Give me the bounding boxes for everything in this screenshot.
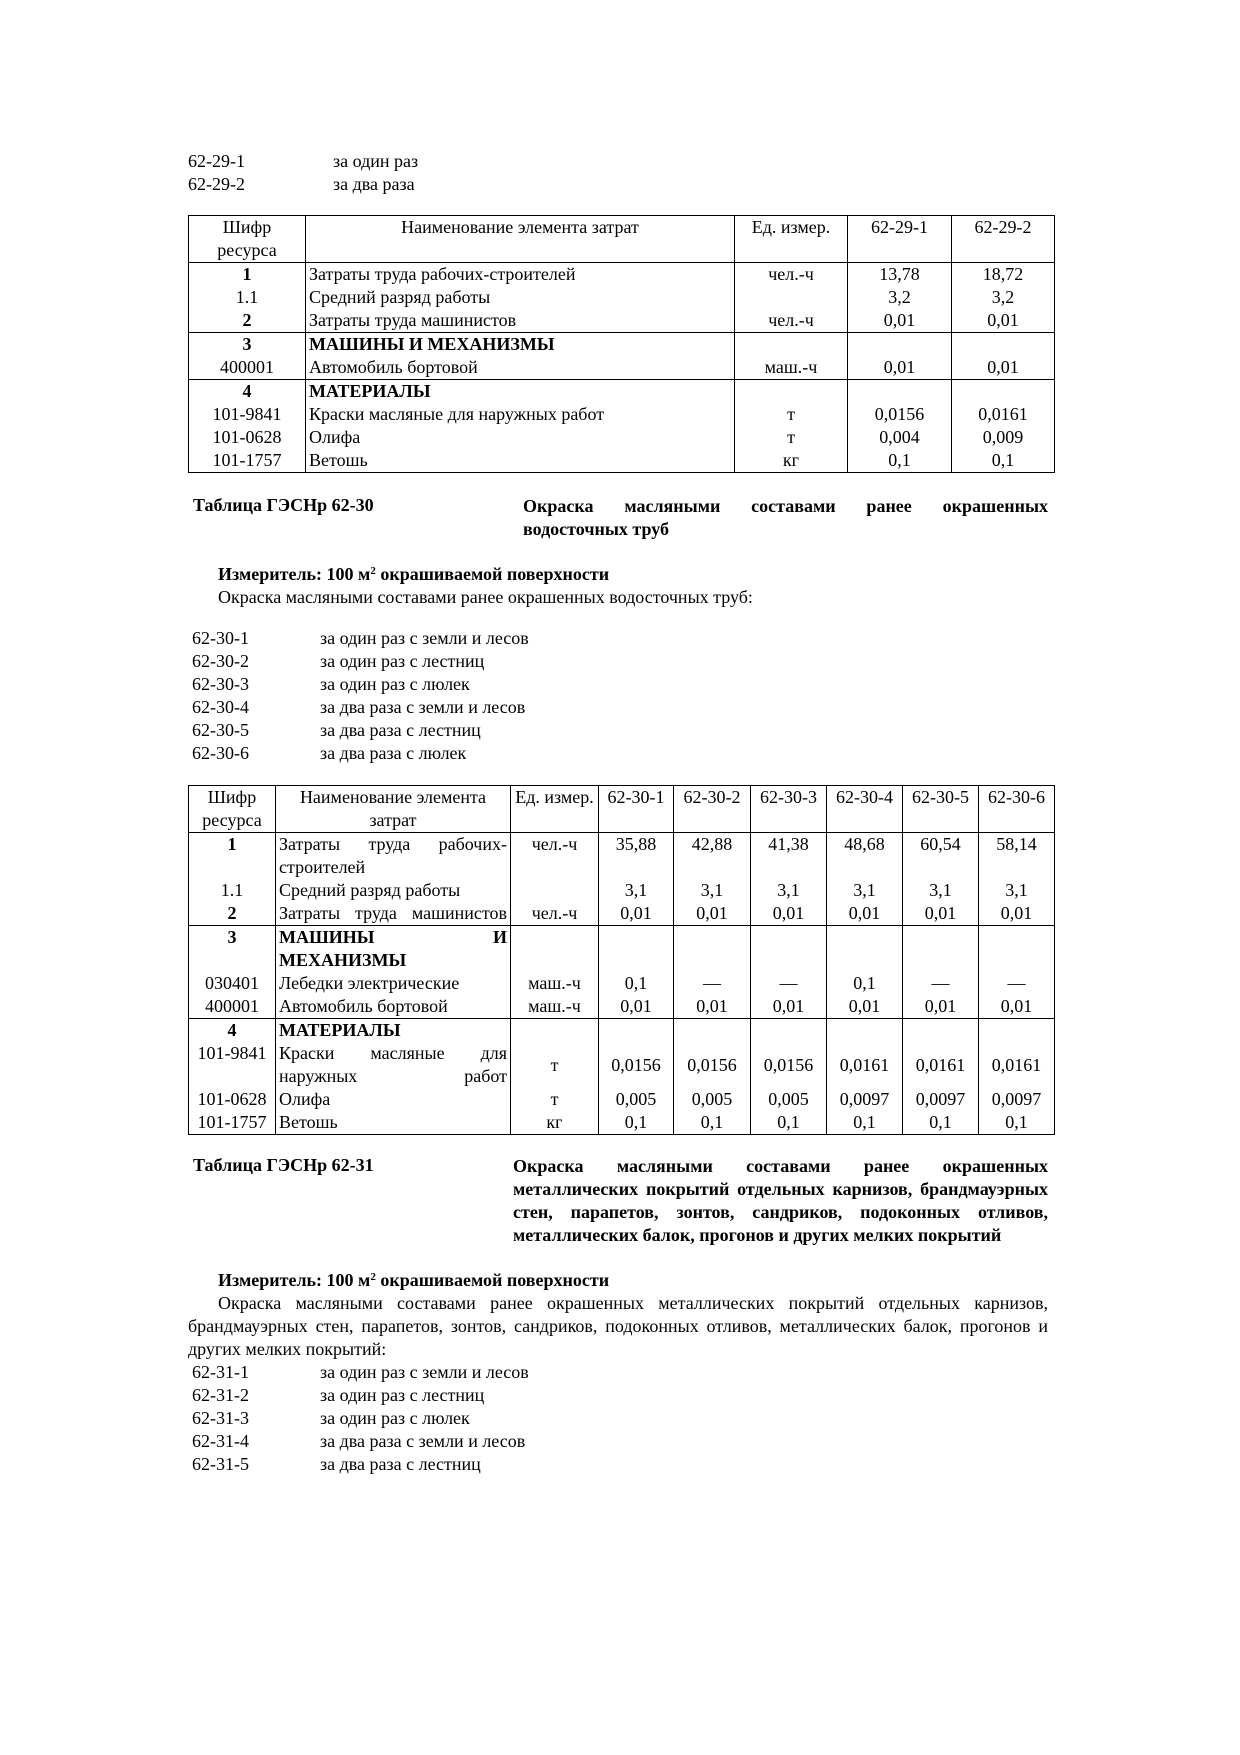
resource-name: Ветошь bbox=[276, 1111, 511, 1135]
resource-value: 0,0156 bbox=[751, 1042, 827, 1088]
resource-value: 0,01 bbox=[599, 902, 674, 926]
resource-unit: т bbox=[511, 1088, 599, 1111]
list-item bbox=[188, 1453, 1054, 1476]
resource-name: Автомобиль бортовой bbox=[276, 995, 511, 1019]
resource-value: 0,01 bbox=[952, 356, 1055, 380]
resource-code: 101-9841 bbox=[189, 1042, 276, 1088]
resource-value: 41,38 bbox=[751, 833, 827, 880]
header-cell: 62-30-5 bbox=[903, 786, 979, 833]
table-row bbox=[189, 972, 1055, 995]
intro-text: Окраска масляными составами ранее окрашенных металлических покрытий отдельных карнизов, брандмауэрных стен, парапетов, зонтов, сандриков, подоконных отливов, металлических балок, прогонов и других мелких покрытий: bbox=[188, 1293, 1048, 1359]
list-code: 62-31-4 bbox=[192, 1431, 249, 1451]
measure-suffix: окрашиваемой поверхности bbox=[375, 564, 610, 584]
list-item bbox=[188, 719, 1054, 742]
resource-unit: чел.-ч bbox=[735, 309, 848, 333]
measure-unit bbox=[188, 1269, 1054, 1292]
list-item bbox=[188, 673, 1054, 696]
resource-value: 0,01 bbox=[674, 902, 751, 926]
header-cell: Наименование элемента затрат bbox=[276, 786, 511, 833]
resource-group-name: МАШИНЫ И МЕХАНИЗМЫ bbox=[306, 333, 735, 357]
header-cell: 62-30-6 bbox=[979, 786, 1055, 833]
resource-code: 4 bbox=[189, 1019, 276, 1043]
list-code: 62-29-2 bbox=[188, 174, 245, 194]
list-text: за два раза с земли и лесов bbox=[320, 697, 526, 717]
header-cell: Наименование элемента затрат bbox=[306, 216, 735, 263]
resource-unit: чел.-ч bbox=[735, 263, 848, 287]
resource-value: 0,01 bbox=[979, 902, 1055, 926]
resource-value bbox=[952, 333, 1055, 357]
list-code: 62-29-1 bbox=[188, 151, 245, 171]
resource-value: 0,01 bbox=[674, 995, 751, 1019]
resource-value: 3,1 bbox=[599, 879, 674, 902]
list-text: за один раз с земли и лесов bbox=[320, 628, 529, 648]
resource-value: 0,005 bbox=[674, 1088, 751, 1111]
resource-value bbox=[952, 380, 1055, 404]
resource-value: 0,01 bbox=[903, 902, 979, 926]
table-row bbox=[189, 1088, 1055, 1111]
resource-value: 0,0161 bbox=[903, 1042, 979, 1088]
header-cell: Шифр ресурса bbox=[189, 216, 306, 263]
resource-value: 0,01 bbox=[903, 995, 979, 1019]
resource-value: 0,1 bbox=[827, 1111, 903, 1135]
resource-value: 0,0097 bbox=[979, 1088, 1055, 1111]
resource-name: Средний разряд работы bbox=[276, 879, 511, 902]
resource-name: Затраты труда машинистов bbox=[276, 902, 511, 926]
resource-unit: маш.-ч bbox=[735, 356, 848, 380]
resource-unit: кг bbox=[511, 1111, 599, 1135]
resource-value: 0,1 bbox=[827, 972, 903, 995]
list-code: 62-30-3 bbox=[192, 674, 249, 694]
resource-unit bbox=[735, 286, 848, 309]
list-text: за два раза с люлек bbox=[320, 743, 467, 763]
list-item bbox=[188, 1384, 1054, 1407]
table-title-62-30 bbox=[188, 495, 1054, 541]
list-text: за один раз с земли и лесов bbox=[320, 1362, 529, 1382]
measure-suffix: окрашиваемой поверхности bbox=[375, 1270, 610, 1290]
measure-prefix: Измеритель: 100 м bbox=[218, 1270, 371, 1290]
resource-value bbox=[848, 380, 952, 404]
resource-unit: чел.-ч bbox=[511, 833, 599, 880]
table-number: Таблица ГЭСНр 62-31 bbox=[193, 1155, 374, 1175]
resource-unit bbox=[511, 926, 599, 973]
resource-value: — bbox=[979, 972, 1055, 995]
resource-value: 0,0156 bbox=[599, 1042, 674, 1088]
resource-value: 0,0097 bbox=[827, 1088, 903, 1111]
resource-value bbox=[674, 1019, 751, 1043]
resource-value: 3,1 bbox=[674, 879, 751, 902]
table-row bbox=[189, 286, 1055, 309]
table-row bbox=[189, 926, 1055, 973]
header-cell: 62-29-2 bbox=[952, 216, 1055, 263]
measure-unit bbox=[188, 563, 1054, 586]
resource-value: 0,1 bbox=[674, 1111, 751, 1135]
resource-value bbox=[903, 1019, 979, 1043]
resource-value: 0,1 bbox=[751, 1111, 827, 1135]
resource-value bbox=[827, 1019, 903, 1043]
resource-code: 400001 bbox=[189, 356, 306, 380]
resource-unit: маш.-ч bbox=[511, 972, 599, 995]
resource-value: 35,88 bbox=[599, 833, 674, 880]
resource-value: — bbox=[903, 972, 979, 995]
measure-prefix: Измеритель: 100 м bbox=[218, 564, 371, 584]
list-item bbox=[188, 1430, 1054, 1453]
list-text: за один раз с люлек bbox=[320, 674, 470, 694]
list-text: за один раз bbox=[333, 151, 419, 171]
header-cell: Ед. измер. bbox=[735, 216, 848, 263]
resource-value: 3,2 bbox=[952, 286, 1055, 309]
list-item bbox=[188, 742, 1054, 765]
resource-group-name: МАТЕРИАЛЫ bbox=[276, 1019, 511, 1043]
resource-unit bbox=[735, 380, 848, 404]
resource-name: Краски масляные для наружных работ bbox=[306, 403, 735, 426]
resource-value: 3,1 bbox=[827, 879, 903, 902]
resource-name: Автомобиль бортовой bbox=[306, 356, 735, 380]
list-text: за два раза с земли и лесов bbox=[320, 1431, 526, 1451]
resource-unit: т bbox=[735, 426, 848, 449]
resource-value: 0,01 bbox=[979, 995, 1055, 1019]
resource-value: 0,01 bbox=[751, 902, 827, 926]
resource-code: 3 bbox=[189, 333, 306, 357]
resource-value bbox=[979, 1019, 1055, 1043]
table-header-row bbox=[189, 216, 1055, 263]
resource-group-name: МАТЕРИАЛЫ bbox=[306, 380, 735, 404]
resource-code: 1 bbox=[189, 263, 306, 287]
resource-code: 1 bbox=[189, 833, 276, 880]
resource-unit: чел.-ч bbox=[511, 902, 599, 926]
resource-value bbox=[751, 1019, 827, 1043]
table-row bbox=[189, 263, 1055, 287]
list-code: 62-30-5 bbox=[192, 720, 249, 740]
resource-value: 0,01 bbox=[827, 995, 903, 1019]
resource-code: 1.1 bbox=[189, 879, 276, 902]
table-row bbox=[189, 833, 1055, 880]
resource-value bbox=[674, 926, 751, 973]
resource-code: 400001 bbox=[189, 995, 276, 1019]
list-code: 62-31-5 bbox=[192, 1454, 249, 1474]
resource-name: Затраты труда рабочих-строителей bbox=[276, 833, 511, 880]
resource-value: — bbox=[674, 972, 751, 995]
resource-code: 101-0628 bbox=[189, 1088, 276, 1111]
resource-value: — bbox=[751, 972, 827, 995]
list-text: за один раз с лестниц bbox=[320, 651, 485, 671]
resource-value: 0,01 bbox=[751, 995, 827, 1019]
resource-code: 101-1757 bbox=[189, 449, 306, 473]
resource-value bbox=[599, 926, 674, 973]
resource-value: 0,01 bbox=[827, 902, 903, 926]
resource-value: 0,0097 bbox=[903, 1088, 979, 1111]
resource-code: 101-0628 bbox=[189, 426, 306, 449]
resource-value: 0,0156 bbox=[674, 1042, 751, 1088]
header-cell: 62-30-2 bbox=[674, 786, 751, 833]
resource-value: 0,1 bbox=[599, 1111, 674, 1135]
table-row bbox=[189, 426, 1055, 449]
resource-table-62-30 bbox=[188, 785, 1055, 1135]
resource-value: 0,01 bbox=[848, 356, 952, 380]
resource-value: 0,01 bbox=[952, 309, 1055, 333]
list-code: 62-31-1 bbox=[192, 1362, 249, 1382]
resource-name: Средний разряд работы bbox=[306, 286, 735, 309]
resource-value: 0,1 bbox=[848, 449, 952, 473]
table-row bbox=[189, 333, 1055, 357]
table-row bbox=[189, 403, 1055, 426]
list-text: за два раза с лестниц bbox=[320, 720, 481, 740]
resource-name: Олифа bbox=[276, 1088, 511, 1111]
table-row bbox=[189, 902, 1055, 926]
table-header-row bbox=[189, 786, 1055, 833]
resource-value: 0,005 bbox=[599, 1088, 674, 1111]
resource-value bbox=[903, 926, 979, 973]
header-cell: 62-29-1 bbox=[848, 216, 952, 263]
resource-unit: кг bbox=[735, 449, 848, 473]
list-code: 62-30-1 bbox=[192, 628, 249, 648]
table-row bbox=[189, 449, 1055, 473]
resource-value: 18,72 bbox=[952, 263, 1055, 287]
table-row bbox=[189, 309, 1055, 333]
resource-value: 60,54 bbox=[903, 833, 979, 880]
list-text: за один раз с лестниц bbox=[320, 1385, 485, 1405]
list-code: 62-30-4 bbox=[192, 697, 249, 717]
table-description: Окраска масляными составами ранее окрашенных водосточных труб bbox=[523, 496, 1048, 539]
resource-value bbox=[751, 926, 827, 973]
resource-code: 030401 bbox=[189, 972, 276, 995]
resource-name: Затраты труда рабочих-строителей bbox=[306, 263, 735, 287]
resource-value: 0,01 bbox=[848, 309, 952, 333]
resource-value: 3,1 bbox=[979, 879, 1055, 902]
resource-value bbox=[979, 926, 1055, 973]
list-text: за один раз с люлек bbox=[320, 1408, 470, 1428]
table-description: Окраска масляными составами ранее окрашенных металлических покрытий отдельных карнизов, брандмауэрных стен, парапетов, зонтов, сандриков, подоконных отливов, металлических балок, прогонов и других мелких покрытий bbox=[513, 1156, 1048, 1245]
resource-code: 4 bbox=[189, 380, 306, 404]
resource-value: 0,01 bbox=[599, 995, 674, 1019]
resource-value: 58,14 bbox=[979, 833, 1055, 880]
resource-unit: т bbox=[735, 403, 848, 426]
list-code: 62-31-3 bbox=[192, 1408, 249, 1428]
resource-name: Олифа bbox=[306, 426, 735, 449]
list-item bbox=[188, 150, 1054, 173]
list-item bbox=[188, 1361, 1054, 1384]
resource-code: 101-9841 bbox=[189, 403, 306, 426]
table-row bbox=[189, 380, 1055, 404]
measure-superscript: 2 bbox=[370, 1271, 376, 1283]
resource-value: 0,0161 bbox=[952, 403, 1055, 426]
resource-value: 0,0156 bbox=[848, 403, 952, 426]
list-item bbox=[188, 627, 1054, 650]
list-item bbox=[188, 650, 1054, 673]
variant-list-62-31 bbox=[188, 1361, 1054, 1476]
resource-code: 3 bbox=[189, 926, 276, 973]
top-list bbox=[188, 150, 1054, 196]
table-title-62-31 bbox=[188, 1155, 1054, 1247]
resource-code: 2 bbox=[189, 309, 306, 333]
list-item bbox=[188, 173, 1054, 196]
resource-code: 1.1 bbox=[189, 286, 306, 309]
header-cell: 62-30-3 bbox=[751, 786, 827, 833]
header-cell: Ед. измер. bbox=[511, 786, 599, 833]
resource-value: 3,1 bbox=[903, 879, 979, 902]
resource-value: 0,1 bbox=[903, 1111, 979, 1135]
resource-value: 0,004 bbox=[848, 426, 952, 449]
intro-text: Окраска масляными составами ранее окрашенных водосточных труб: bbox=[218, 587, 753, 607]
list-text: за два раза с лестниц bbox=[320, 1454, 481, 1474]
resource-code: 101-1757 bbox=[189, 1111, 276, 1135]
variant-list-62-30 bbox=[188, 627, 1054, 765]
resource-name: Лебедки электрические bbox=[276, 972, 511, 995]
resource-value: 42,88 bbox=[674, 833, 751, 880]
document-page bbox=[188, 150, 1054, 1476]
resource-name: Ветошь bbox=[306, 449, 735, 473]
resource-value: 0,1 bbox=[979, 1111, 1055, 1135]
list-item bbox=[188, 1407, 1054, 1430]
list-code: 62-30-6 bbox=[192, 743, 249, 763]
table-row bbox=[189, 879, 1055, 902]
resource-value bbox=[848, 333, 952, 357]
measure-superscript: 2 bbox=[370, 565, 376, 577]
resource-unit: маш.-ч bbox=[511, 995, 599, 1019]
header-cell: Шифр ресурса bbox=[189, 786, 276, 833]
resource-value bbox=[827, 926, 903, 973]
table-number: Таблица ГЭСНр 62-30 bbox=[193, 495, 374, 515]
header-cell: 62-30-4 bbox=[827, 786, 903, 833]
resource-value bbox=[599, 1019, 674, 1043]
resource-value: 13,78 bbox=[848, 263, 952, 287]
table-row bbox=[189, 995, 1055, 1019]
resource-value: 48,68 bbox=[827, 833, 903, 880]
resource-value: 3,1 bbox=[751, 879, 827, 902]
resource-unit bbox=[511, 879, 599, 902]
resource-name: Краски масляные для наружных работ bbox=[276, 1042, 511, 1088]
resource-value: 3,2 bbox=[848, 286, 952, 309]
table-row bbox=[189, 1111, 1055, 1135]
resource-value: 0,0161 bbox=[827, 1042, 903, 1088]
resource-unit bbox=[511, 1019, 599, 1043]
list-code: 62-30-2 bbox=[192, 651, 249, 671]
table-row bbox=[189, 356, 1055, 380]
resource-table-62-29 bbox=[188, 215, 1055, 473]
list-item bbox=[188, 696, 1054, 719]
resource-group-name: МАШИНЫ И МЕХАНИЗМЫ bbox=[276, 926, 511, 973]
resource-value: 0,005 bbox=[751, 1088, 827, 1111]
resource-unit bbox=[735, 333, 848, 357]
resource-value: 0,1 bbox=[952, 449, 1055, 473]
resource-value: 0,1 bbox=[599, 972, 674, 995]
table-row bbox=[189, 1042, 1055, 1088]
resource-value: 0,009 bbox=[952, 426, 1055, 449]
resource-name: Затраты труда машинистов bbox=[306, 309, 735, 333]
list-code: 62-31-2 bbox=[192, 1385, 249, 1405]
list-text: за два раза bbox=[333, 174, 415, 194]
resource-value: 0,0161 bbox=[979, 1042, 1055, 1088]
resource-unit: т bbox=[511, 1042, 599, 1088]
resource-code: 2 bbox=[189, 902, 276, 926]
header-cell: 62-30-1 bbox=[599, 786, 674, 833]
table-row bbox=[189, 1019, 1055, 1043]
